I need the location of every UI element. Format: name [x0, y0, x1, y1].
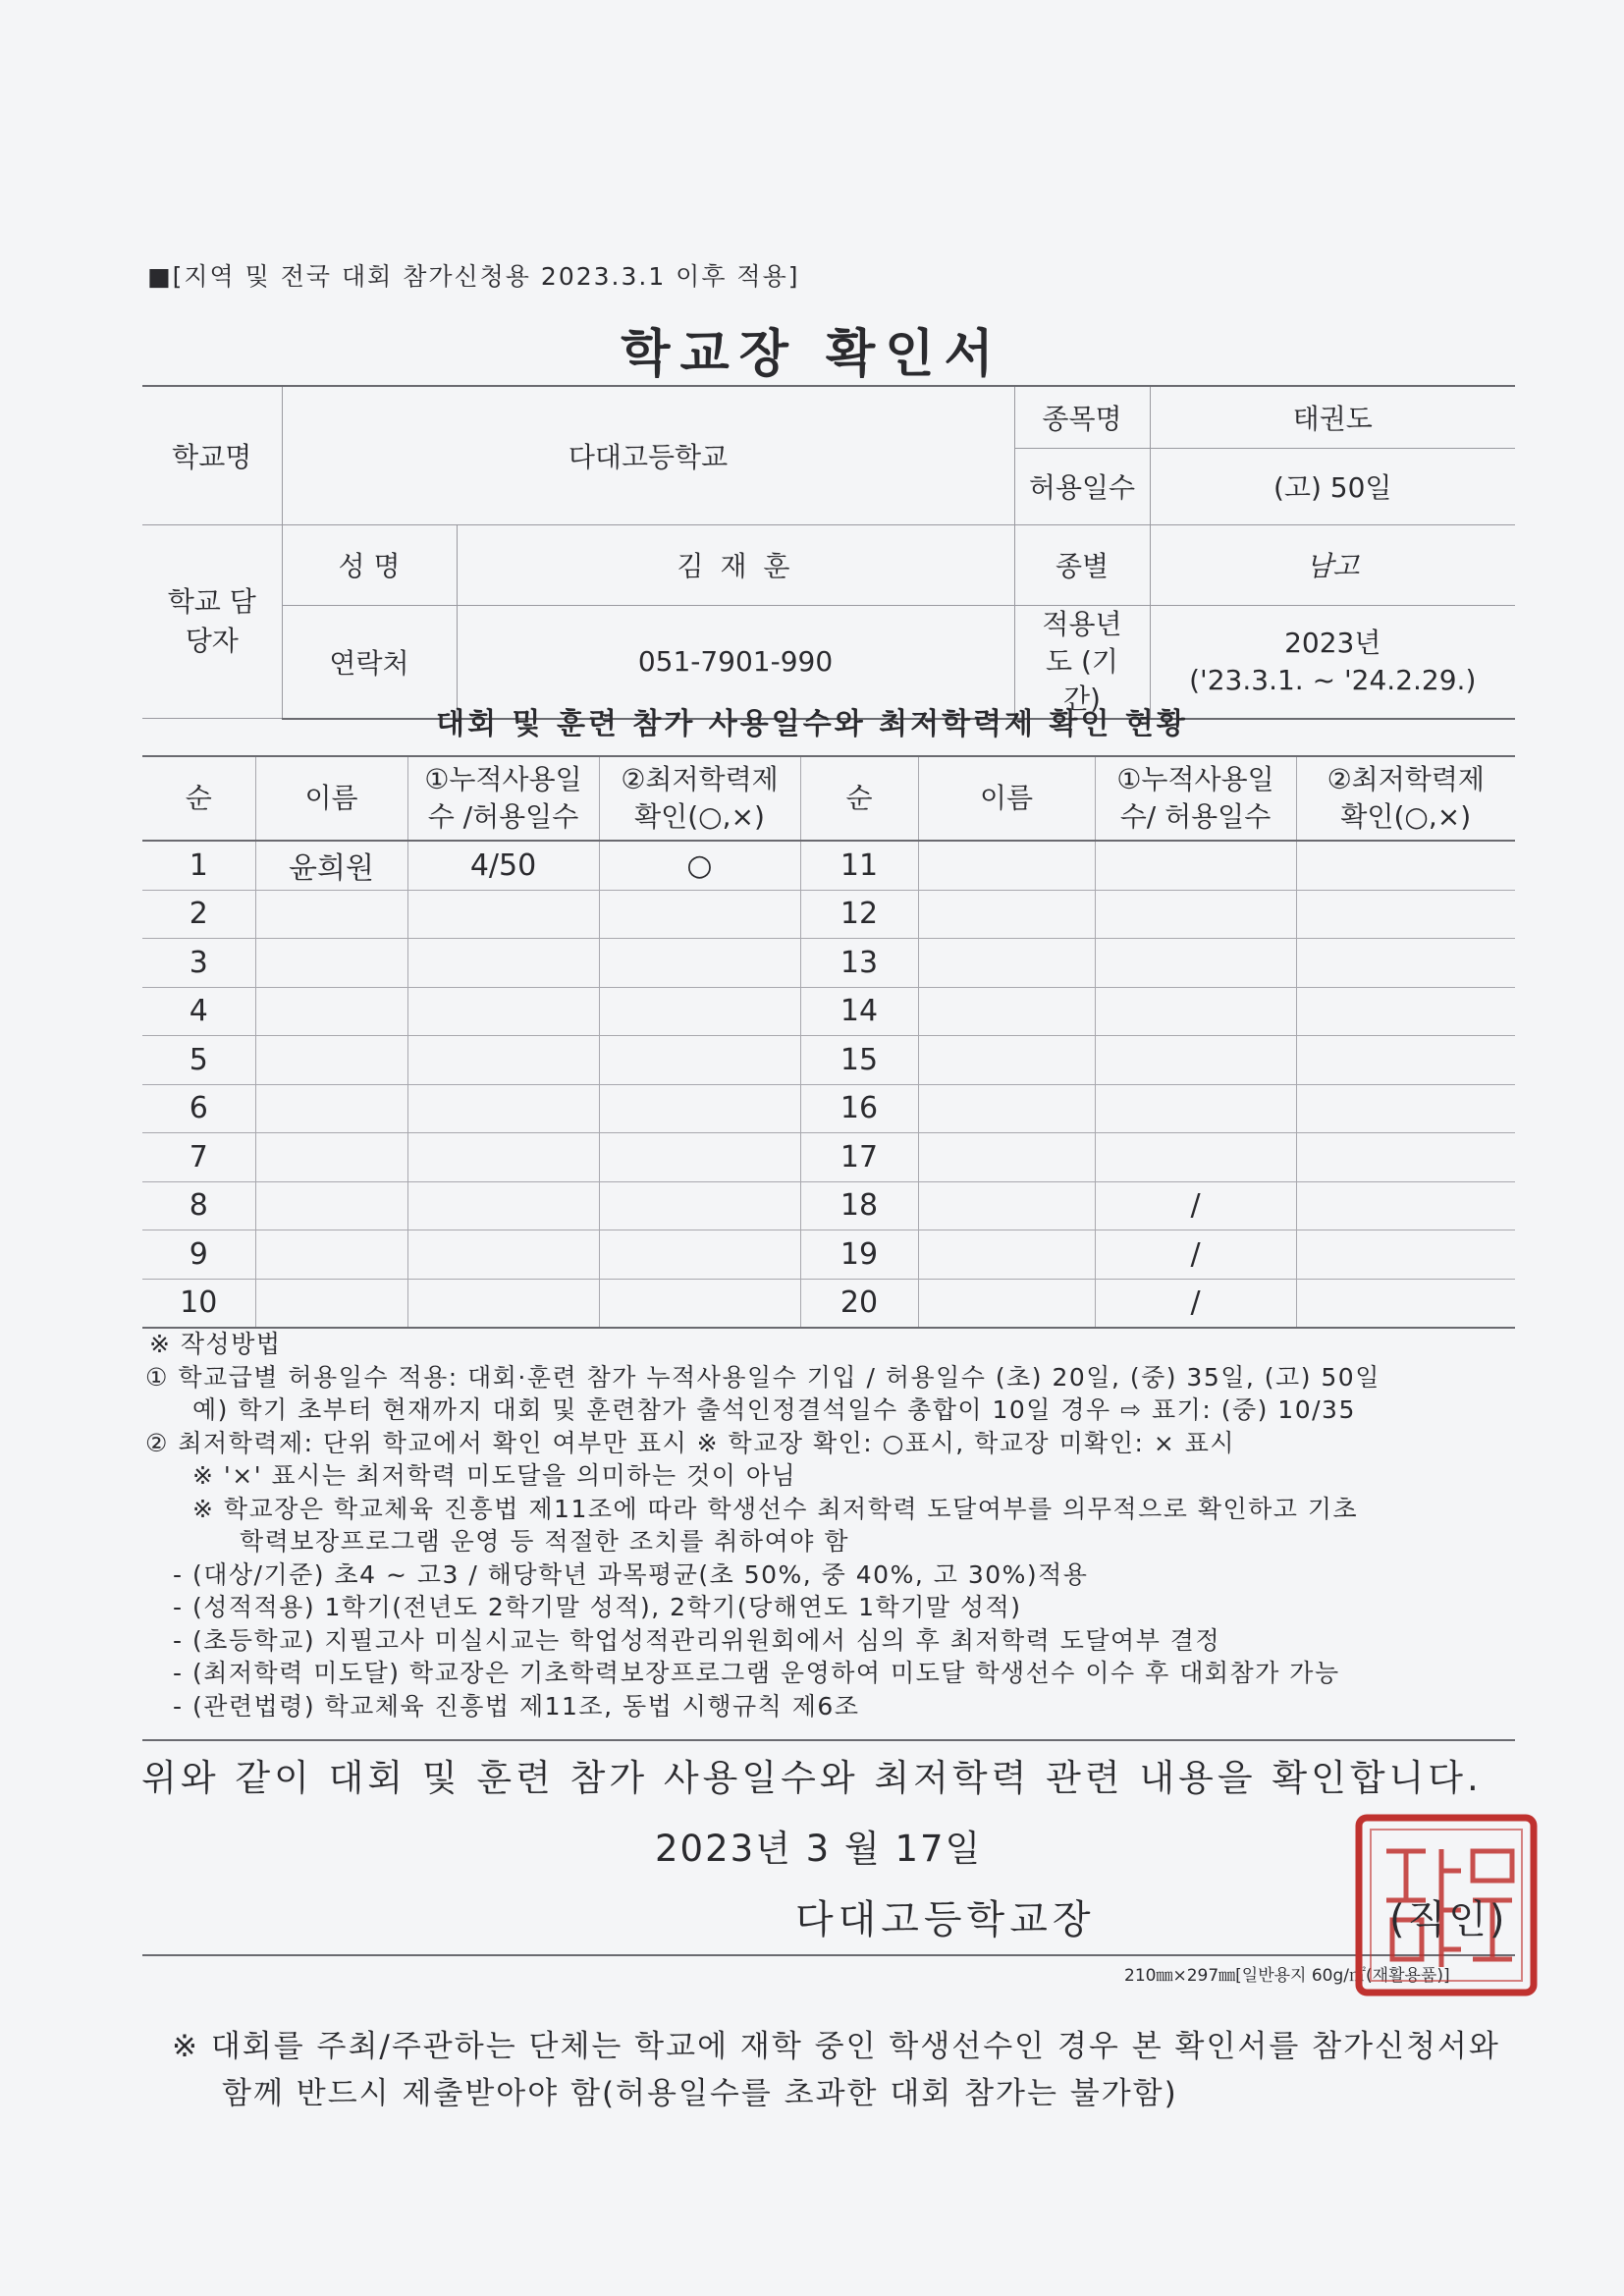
- grid-check-right: [1296, 1181, 1515, 1230]
- school-name-value: 다대고등학교: [282, 386, 1014, 524]
- grid-header-row: [142, 756, 1515, 841]
- grid-days: [407, 1084, 599, 1133]
- grid-name-right: [918, 1230, 1095, 1280]
- footer-note: [172, 2023, 1500, 2117]
- grid-check: ○: [599, 841, 800, 890]
- note-bullet-target: - (대상/기준) 초4 ~ 고3 / 해당학년 과목평균(초 50%, 중 40%, 고 30%)적용: [173, 1559, 1089, 1589]
- header-days-2: ①누적사용일수/ 허용일수: [1095, 756, 1296, 841]
- grid-name: [255, 987, 407, 1036]
- divider-bottom: [142, 1954, 1515, 1956]
- grid-no-right: 19: [800, 1230, 918, 1280]
- grid-check: [599, 1133, 800, 1182]
- grid-no-right: 12: [800, 890, 918, 939]
- allowed-days-value: (고) 50일: [1150, 448, 1515, 524]
- grid-days-right: [1095, 890, 1296, 939]
- footer-line-2: 함께 반드시 제출받아야 함(허용일수를 초과한 대회 참가는 불가함): [222, 2076, 1178, 2111]
- header-note: ■[지역 및 전국 대회 참가신청용 2023.3.1 이후 적용]: [147, 262, 800, 291]
- grid-name-right: [918, 1036, 1095, 1085]
- grid-no: 5: [142, 1036, 255, 1085]
- grid-days: [407, 1133, 599, 1182]
- note-2-sub-2-cont: 학력보장프로그램 운영 등 적절한 조치를 취하여야 함: [240, 1527, 849, 1556]
- grid-days-right: [1095, 841, 1296, 890]
- grid-days-right: /: [1095, 1181, 1296, 1230]
- grid-days: [407, 987, 599, 1036]
- note-2: ② 최저학력제: 단위 학교에서 확인 여부만 표시 ※ 학교장 확인: ○표시, 학교장 미확인: × 표시: [145, 1428, 1236, 1457]
- header-check: ②최저학력제 확인(○,×): [599, 756, 800, 841]
- grid-no: 8: [142, 1181, 255, 1230]
- grid-name-right: [918, 1133, 1095, 1182]
- grid-check-right: [1296, 1036, 1515, 1085]
- grid-name: [255, 1036, 407, 1085]
- grid-name: 윤희원: [255, 841, 407, 890]
- contact-value: 051-7901-990: [457, 605, 1014, 719]
- grid-days-right: /: [1095, 1279, 1296, 1328]
- grid-check: [599, 1036, 800, 1085]
- category-value: 남고: [1150, 524, 1515, 605]
- year-value: 2023년: [1284, 626, 1381, 659]
- header-name-2: 이름: [918, 756, 1095, 841]
- grid-name: [255, 1181, 407, 1230]
- header-check-2: ②최저학력제 확인(○,×): [1296, 756, 1515, 841]
- grid-name: [255, 890, 407, 939]
- grid-check: [599, 987, 800, 1036]
- divider-top: [142, 1739, 1515, 1741]
- grid-days-right: [1095, 1084, 1296, 1133]
- grid-no: 4: [142, 987, 255, 1036]
- instructions: [145, 1328, 1380, 1722]
- grid-no-right: 18: [800, 1181, 918, 1230]
- info-table: [142, 385, 1515, 720]
- grid-days-right: [1095, 987, 1296, 1036]
- grid-check-right: [1296, 841, 1515, 890]
- grid-check-right: [1296, 987, 1515, 1036]
- grid-days: 4/50: [407, 841, 599, 890]
- year-label: 적용년도 (기간): [1014, 605, 1150, 719]
- table-row: [142, 841, 1515, 890]
- note-1-example: 예) 학기 초부터 현재까지 대회 및 훈련참가 출석인정결석일수 총합이 10일 경우 ⇨ 표기: (중) 10/35: [192, 1395, 1356, 1424]
- contact-label: 연락처: [282, 605, 457, 719]
- grid-days: [407, 890, 599, 939]
- table-row: [142, 1181, 1515, 1230]
- table-row: [142, 890, 1515, 939]
- note-bullet-grades: - (성적적용) 1학기(전년도 2학기말 성적), 2학기(당해연도 1학기말 성적): [173, 1593, 1022, 1621]
- grid-no: 10: [142, 1279, 255, 1328]
- grid-check: [599, 1084, 800, 1133]
- grid-no-right: 17: [800, 1133, 918, 1182]
- grid-name-right: [918, 1279, 1095, 1328]
- grid-no-right: 11: [800, 841, 918, 890]
- grid-name-right: [918, 939, 1095, 988]
- usage-grid: [142, 755, 1515, 1329]
- note-bullet-underachieve: - (최저학력 미도달) 학교장은 기초학력보장프로그램 운영하여 미도달 학생선수 이수 후 대회참가 가능: [173, 1659, 1340, 1687]
- grid-days: [407, 1279, 599, 1328]
- note-bullet-elementary: - (초등학교) 지필고사 미실시교는 학업성적관리위원회에서 심의 후 최저학력 도달여부 결정: [173, 1625, 1221, 1655]
- grid-name: [255, 939, 407, 988]
- paper-spec: 210㎜×297㎜[일반용지 60g/㎡(재활용품)]: [1124, 1966, 1450, 1986]
- grid-check-right: [1296, 1230, 1515, 1280]
- table-row: [142, 987, 1515, 1036]
- allowed-days-label: 허용일수: [1014, 448, 1150, 524]
- grid-no: 9: [142, 1230, 255, 1280]
- grid-name-right: [918, 1181, 1095, 1230]
- header-no-2: 순: [800, 756, 918, 841]
- issue-date: 2023년 3 월 17일: [655, 1828, 983, 1870]
- note-2-sub-1: ※ '×' 표시는 최저학력 미도달을 의미하는 것이 아님: [192, 1461, 797, 1490]
- grid-no: 1: [142, 841, 255, 890]
- grid-check: [599, 1181, 800, 1230]
- grid-check: [599, 939, 800, 988]
- grid-check-right: [1296, 939, 1515, 988]
- grid-name: [255, 1084, 407, 1133]
- table-row: [142, 1084, 1515, 1133]
- grid-days: [407, 1181, 599, 1230]
- table-row: [142, 939, 1515, 988]
- event-label: 종목명: [1014, 386, 1150, 448]
- grid-no: 2: [142, 890, 255, 939]
- seal-label: (직인): [1389, 1897, 1508, 1942]
- period-value: ('23.3.1. ~ '24.2.29.): [1189, 663, 1477, 696]
- footer-line-1: ※ 대회를 주최/주관하는 단체는 학교에 재학 중인 학생선수인 경우 본 확인서를 참가신청서와: [172, 2029, 1500, 2064]
- grid-name-right: [918, 890, 1095, 939]
- grid-no-right: 14: [800, 987, 918, 1036]
- grid-check: [599, 1230, 800, 1280]
- grid-check: [599, 1279, 800, 1328]
- section-title: 대회 및 훈련 참가 사용일수와 최저학력제 확인 현황: [436, 707, 1188, 741]
- grid-check-right: [1296, 1133, 1515, 1182]
- school-name-label: 학교명: [142, 386, 282, 524]
- table-row: [142, 1133, 1515, 1182]
- grid-days-right: /: [1095, 1230, 1296, 1280]
- grid-name: [255, 1230, 407, 1280]
- event-value: 태권도: [1150, 386, 1515, 448]
- grid-check: [599, 890, 800, 939]
- table-row: [142, 1230, 1515, 1280]
- table-row: [142, 1036, 1515, 1085]
- name-label: 성 명: [282, 524, 457, 605]
- grid-no-right: 13: [800, 939, 918, 988]
- note-2-sub-2: ※ 학교장은 학교체육 진흥법 제11조에 따라 학생선수 최저학력 도달여부를 의무적으로 확인하고 기초: [192, 1494, 1359, 1523]
- grid-name: [255, 1133, 407, 1182]
- note-1: ① 학교급별 허용일수 적용: 대회·훈련 참가 누적사용일수 기입 / 허용일수 (초) 20일, (중) 35일, (고) 50일: [145, 1362, 1380, 1392]
- school-head: 다대고등학교장: [795, 1897, 1096, 1942]
- grid-days-right: [1095, 1133, 1296, 1182]
- confirm-statement: 위와 같이 대회 및 훈련 참가 사용일수와 최저학력 관련 내용을 확인합니다.: [141, 1757, 1483, 1799]
- grid-days: [407, 1036, 599, 1085]
- note-bullet-law: - (관련법령) 학교체육 진흥법 제11조, 동법 시행규칙 제6조: [173, 1691, 860, 1721]
- category-label: 종별: [1014, 524, 1150, 605]
- grid-days-right: [1095, 939, 1296, 988]
- grid-check-right: [1296, 1084, 1515, 1133]
- manager-name: 김 재 훈: [457, 524, 1014, 605]
- table-row: [142, 1279, 1515, 1328]
- grid-days-right: [1095, 1036, 1296, 1085]
- grid-no-right: 20: [800, 1279, 918, 1328]
- header-name: 이름: [255, 756, 407, 841]
- manager-label: 학교 담당자: [142, 524, 282, 719]
- grid-no-right: 16: [800, 1084, 918, 1133]
- header-no: 순: [142, 756, 255, 841]
- grid-check-right: [1296, 1279, 1515, 1328]
- grid-name: [255, 1279, 407, 1328]
- header-days: ①누적사용일수 /허용일수: [407, 756, 599, 841]
- grid-no: 7: [142, 1133, 255, 1182]
- grid-no: 6: [142, 1084, 255, 1133]
- grid-no: 3: [142, 939, 255, 988]
- grid-name-right: [918, 1084, 1095, 1133]
- grid-name-right: [918, 987, 1095, 1036]
- grid-check-right: [1296, 890, 1515, 939]
- grid-days: [407, 1230, 599, 1280]
- document-title: 학교장 확인서: [621, 325, 1003, 384]
- grid-no-right: 15: [800, 1036, 918, 1085]
- note-heading: ※ 작성방법: [149, 1330, 282, 1358]
- grid-days: [407, 939, 599, 988]
- grid-name-right: [918, 841, 1095, 890]
